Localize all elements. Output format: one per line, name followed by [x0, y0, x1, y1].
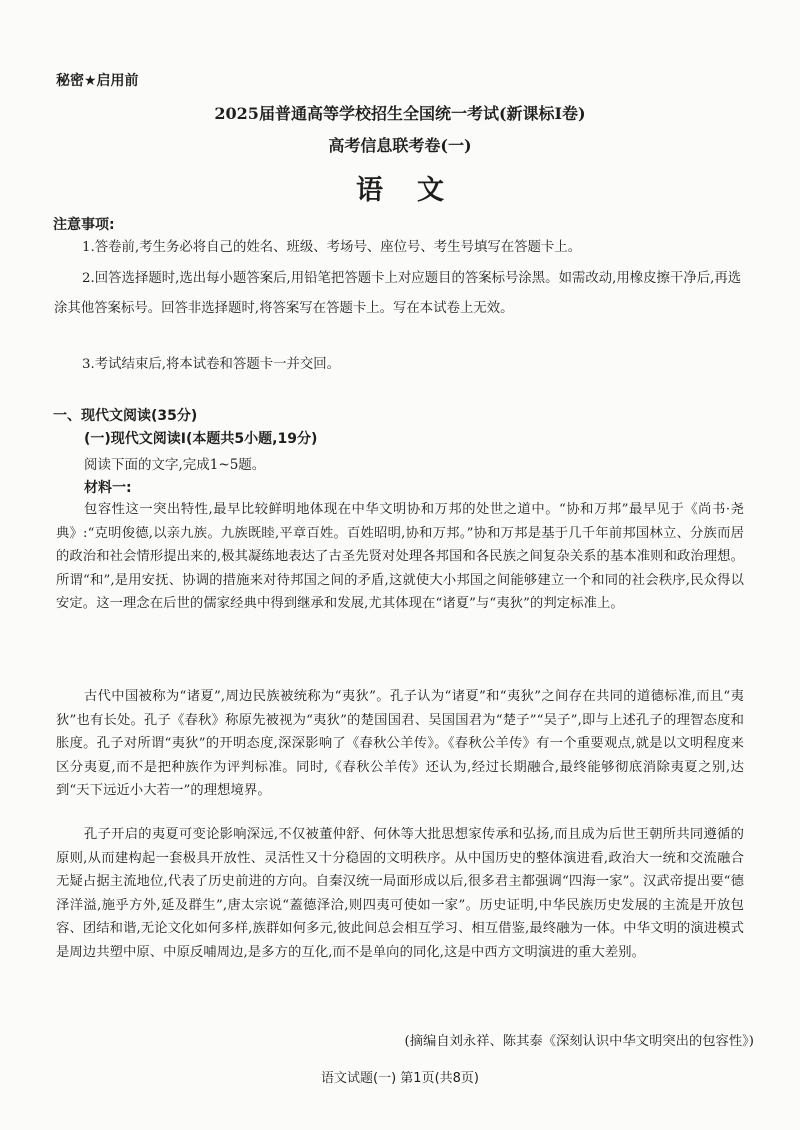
- paragraph: 包容性这一突出特性,最早比较鲜明地体现在中华文明协和万邦的处世之道中。“协和万邦”最早见于《尚书·尧典》:“克明俊德,以亲九族。九族既睦,平章百姓。百姓昭明,协和万邦。”协和万邦是基于几千年前邦国林立、分族而居的政治和社会情形提出来的,极其凝练地表达了古圣先贤对处理各邦国和各民族之间复杂关系的基本准则和政治理想。所谓“和”,是用安抚、协调的措施来对待邦国之间的矛盾,这就使大小邦国之间能够建立一个和同的社会秩序,民众得以安定。这一理念在后世的儒家经典中得到继承和发展,尤其体现在“诸夏”与“夷狄”的判定标准上。: [56, 502, 744, 611]
- paragraph: 古代中国被称为“诸夏”,周边民族被统称为“夷狄”。孔子认为“诸夏”和“夷狄”之间存在共同的道德标准,而且“夷狄”也有长处。孔子《春秋》称原先被视为“夷狄”的楚国国君、吴国国君为“楚子”“吴子”,即与上述孔子的理智态度和胀度。孔子对所谓“夷狄”的开明态度,深深影响了《春秋公羊传》。《春秋公羊传》有一个重要观点,就是以文明程度来区分夷夏,而不是把种族作为评判标准。同时,《春秋公羊传》还认为,经过长期融合,最终能够彻底消除夷夏之别,达到“天下远近小大若一”的理想境界。: [56, 689, 744, 798]
- section-heading: 一、现代文阅读(35分): [53, 408, 198, 424]
- subject-title: 语文: [356, 175, 478, 206]
- exam-subtitle: 高考信息联考卷(一): [328, 136, 472, 155]
- source-citation: (摘编自刘永祥、陈其泰《深刻认识中华文明突出的包容性》): [404, 1034, 754, 1049]
- notice-item-2: [54, 264, 744, 324]
- subsection-heading: (一)现代文阅读Ⅰ(本题共5小题,19分): [84, 431, 318, 447]
- notice-item-3-text: 3.考试结束后,将本试卷和答题卡一并交回。: [82, 357, 341, 372]
- reading-instruction: 阅读下面的文字,完成1~5题。: [84, 457, 266, 473]
- secret-mark: 秘密★启用前: [56, 73, 139, 89]
- notice-heading: 注意事项:: [53, 217, 115, 233]
- notice-item-3: [54, 350, 744, 380]
- notice-item-1: [54, 233, 744, 263]
- page-footer: 语文试题(一) 第1页(共8页): [321, 1071, 479, 1086]
- exam-title: 2025届普通高等学校招生全国统一考试(新课标Ⅰ卷): [214, 104, 586, 123]
- notice-item-1-text: 1.答卷前,考生务必将自己的姓名、班级、考场号、座位号、考生号填写在答题卡上。: [82, 240, 582, 255]
- paragraph: 孔子开启的夷夏可变论影响深远,不仅被董仲舒、何休等大批思想家传承和弘扬,而且成为后世王朝所共同遵循的原则,从而建构起一套极具开放性、灵活性又十分稳固的文明秩序。从中国历史的整体演进看,政治大一统和交流融合无疑占据主流地位,代表了历史前进的方向。自秦汉统一局面形成以后,很多君主都强调“四海一家”。汉武帝提出要“德泽洋溢,施乎方外,延及群生”,唐太宗说“蓋德泽洽,则四夷可使如一家”。历史证明,中华民族历史发展的主流是开放包容、团结和谐,无论文化如何多样,族群如何多元,彼此间总会相互学习、相互借鉴,最终融为一体。中华文明的演进模式是周边共塑中原、中原反哺周边,是多方的互化,而不是单向的同化,这是中西方文明演进的重大差别。: [56, 827, 744, 960]
- notice-item-2-text: 2.回答选择题时,选出每小题答案后,用铅笔把答题卡上对应题目的答案标号涂黑。如需改动,用橡皮擦干净后,再选涂其他答案标号。回答非选择题时,将答案写在答题卡上。写在本试卷上无效。: [54, 271, 742, 316]
- material-heading: 材料一:: [84, 480, 132, 496]
